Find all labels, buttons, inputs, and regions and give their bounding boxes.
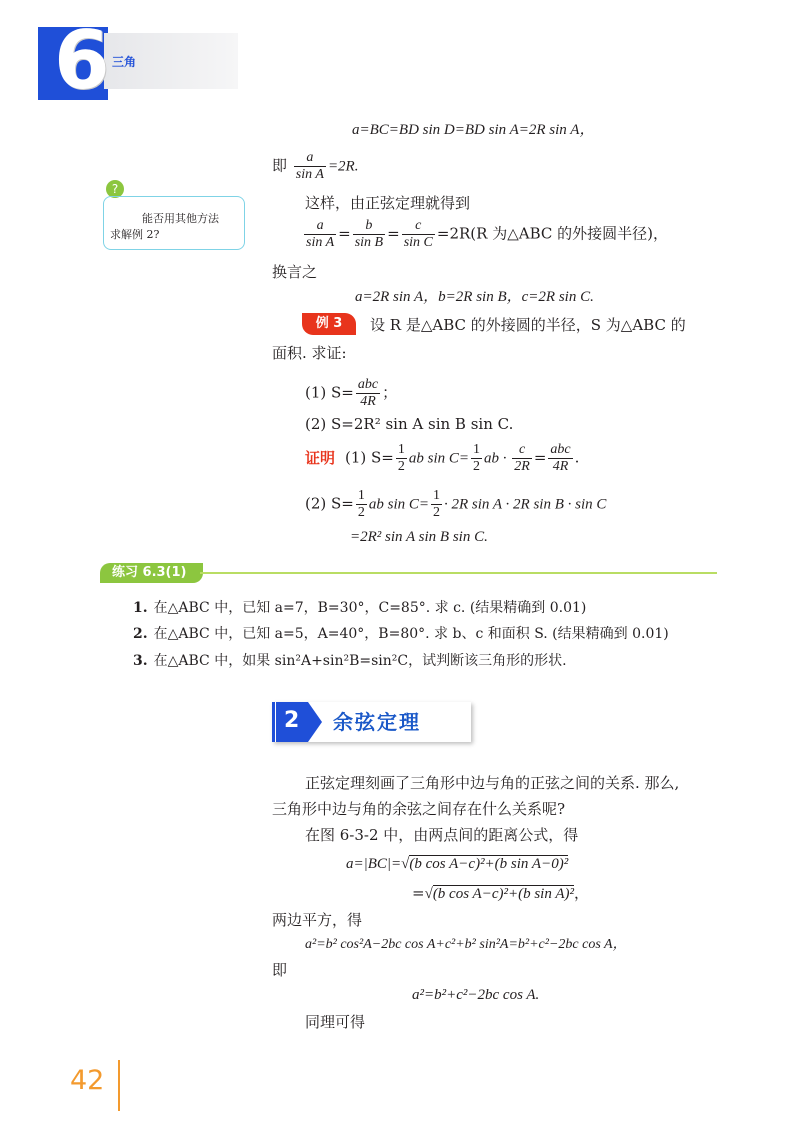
eq-ji — [272, 150, 358, 183]
frac-abc-4r — [356, 377, 380, 410]
proof1-mid2: ab · — [484, 450, 511, 467]
frac-den: sin B — [354, 235, 384, 250]
frac-den: 4R — [552, 459, 569, 474]
frac-num: a — [304, 218, 336, 235]
exercise-item-text: 在△ABC 中，已知 a=5，A=40°，B=80°. 求 b、c 和面积 S. (结果精确到 0.01) — [153, 626, 669, 642]
example3-label: 例 3 — [315, 316, 343, 331]
item-1 — [305, 377, 397, 410]
eq1-radicand: (b cos A−c)²+(b sin A−0)² — [409, 856, 569, 872]
expansion-eq: a²=b² cos²A−2bc cos A+c²+b² sin²A=b²+c²−2bc cos A， — [305, 937, 627, 952]
eq2-left: = — [412, 884, 425, 902]
frac-half — [431, 488, 442, 521]
frac-den: 2 — [357, 505, 365, 520]
frac-den: sin A — [306, 235, 335, 250]
eq-a-bc: a=BC=BD sin D=BD sin A=2R sin A， — [352, 122, 595, 138]
proof-line-2 — [305, 488, 606, 521]
proof2-prefix: (2) S= — [305, 494, 354, 513]
frac-num: c — [512, 442, 532, 459]
note-text-2: 求解例 2? — [110, 228, 160, 241]
distance-eq-2 — [412, 883, 589, 904]
frac-den: 2 — [473, 459, 481, 474]
item1-prefix: (1) S= — [305, 383, 354, 402]
proof1-mid1: ab sin C= — [408, 450, 470, 467]
exercise-item-num: 1. — [133, 600, 148, 616]
law-tail: =2R(R 为△ABC 的外接圆半径)， — [436, 224, 668, 243]
frac-c-2r — [512, 442, 532, 475]
exercise-item — [133, 624, 669, 644]
frac-num: 1 — [433, 488, 441, 503]
chapter-title: 三角 — [112, 55, 137, 69]
sqrt-symbol: √ — [401, 856, 410, 872]
chapter-number: 6 — [54, 14, 110, 107]
item-2: (2) S=2R² sin A sin B sin C. — [305, 415, 514, 433]
section-number: 2 — [284, 708, 300, 733]
exercise-item-text: 在△ABC 中，已知 a=7，B=30°，C=85°. 求 c. (结果精确到 0.01) — [153, 600, 587, 616]
para2: 在图 6-3-2 中，由两点间的距离公式，得 — [305, 826, 579, 844]
frac-num: 1 — [357, 488, 365, 503]
eq2-tail: ， — [573, 884, 589, 902]
frac-a-sinA — [294, 150, 326, 183]
example3-text-2: 面积. 求证: — [272, 344, 347, 362]
square-text: 两边平方，得 — [272, 911, 363, 929]
exercise-item-num: 2. — [133, 626, 148, 642]
frac-num: a — [294, 150, 326, 167]
exercise-item-text: 在△ABC 中，如果 sin²A+sin²B=sin²C，试判断该三角形的形状. — [153, 653, 567, 669]
ji-prefix: 即 — [272, 156, 288, 175]
frac-den: 2R — [514, 459, 530, 474]
section-title: 余弦定理 — [333, 710, 421, 734]
para1-line1: 正弦定理刻画了三角形中边与角的正弦之间的关系. 那么, — [305, 774, 680, 792]
frac-den: sin A — [295, 167, 324, 182]
proof-label: 证明 — [305, 448, 336, 467]
huanyanzhi: 换言之 — [272, 263, 318, 281]
note-text-1: 能否用其他方法 — [142, 212, 219, 225]
example3-text-1: 设 R 是△ABC 的外接圆的半径，S 为△ABC 的 — [370, 316, 686, 334]
ji-suffix: =2R. — [327, 158, 359, 175]
proof-line-1 — [305, 442, 579, 475]
exercise-item — [133, 598, 586, 618]
page-number: 42 — [70, 1065, 105, 1096]
frac-abc-4r — [548, 442, 572, 475]
frac-num: b — [353, 218, 385, 235]
page-divider — [118, 1060, 120, 1111]
exercise-rule — [200, 572, 717, 574]
exercise-item — [133, 651, 567, 671]
item1-suffix: ； — [382, 383, 398, 402]
frac-half — [471, 442, 482, 475]
frac-a — [304, 218, 336, 251]
proof1-end: . — [574, 448, 580, 467]
law-of-sines: $\frac{a}{\text{sin A}}$ = $\frac{b}{\text{sin B}}$ = $\frac{c}{\text{sin C}}$ =2R(R 为△ABC 的外接圆半径)， — [306, 218, 668, 250]
para1-line2: 三角形中边与角的余弦之间存在什么关系呢? — [272, 800, 566, 818]
frac-den: 4R — [360, 394, 376, 409]
sqrt-symbol: √ — [424, 886, 433, 902]
frac-c — [402, 218, 435, 251]
intro-text: 这样，由正弦定理就得到 — [305, 194, 471, 212]
frac-num: 1 — [397, 442, 405, 457]
frac-num: abc — [550, 442, 571, 457]
exercise-title: 练习 6.3(1) — [112, 565, 187, 580]
equalities: a=2R sin A，b=2R sin B，c=2R sin C. — [355, 289, 594, 305]
frac-num: abc — [357, 377, 379, 392]
proof1-mid3: = — [533, 448, 547, 467]
example3-badge — [302, 313, 356, 335]
frac-half — [356, 488, 367, 521]
eq1-left: a=|BC|= — [346, 856, 402, 872]
frac-half — [396, 442, 407, 475]
exercise-item-num: 3. — [133, 653, 148, 669]
frac-num: c — [402, 218, 435, 235]
question-icon: ? — [106, 180, 124, 198]
distance-eq-1 — [346, 853, 568, 874]
frac-den: 2 — [397, 459, 405, 474]
proof-line-3: =2R² sin A sin B sin C. — [350, 529, 488, 545]
tongli-text: 同理可得 — [305, 1013, 366, 1031]
proof2-mid1: ab sin C= — [368, 496, 430, 513]
frac-num: 1 — [473, 442, 481, 457]
frac-den: sin C — [403, 235, 433, 250]
frac-b — [353, 218, 385, 251]
ji-text: 即 — [272, 961, 288, 979]
section-arrow — [308, 702, 322, 742]
frac-den: 2 — [433, 505, 441, 520]
proof2-mid2: · 2R sin A · 2R sin B · sin C — [444, 496, 607, 513]
eq2-radicand: (b cos A−c)²+(b sin A)² — [432, 886, 574, 902]
cosine-law-eq: a²=b²+c²−2bc cos A. — [412, 987, 540, 1003]
proof1-prefix: (1) S= — [345, 448, 394, 467]
